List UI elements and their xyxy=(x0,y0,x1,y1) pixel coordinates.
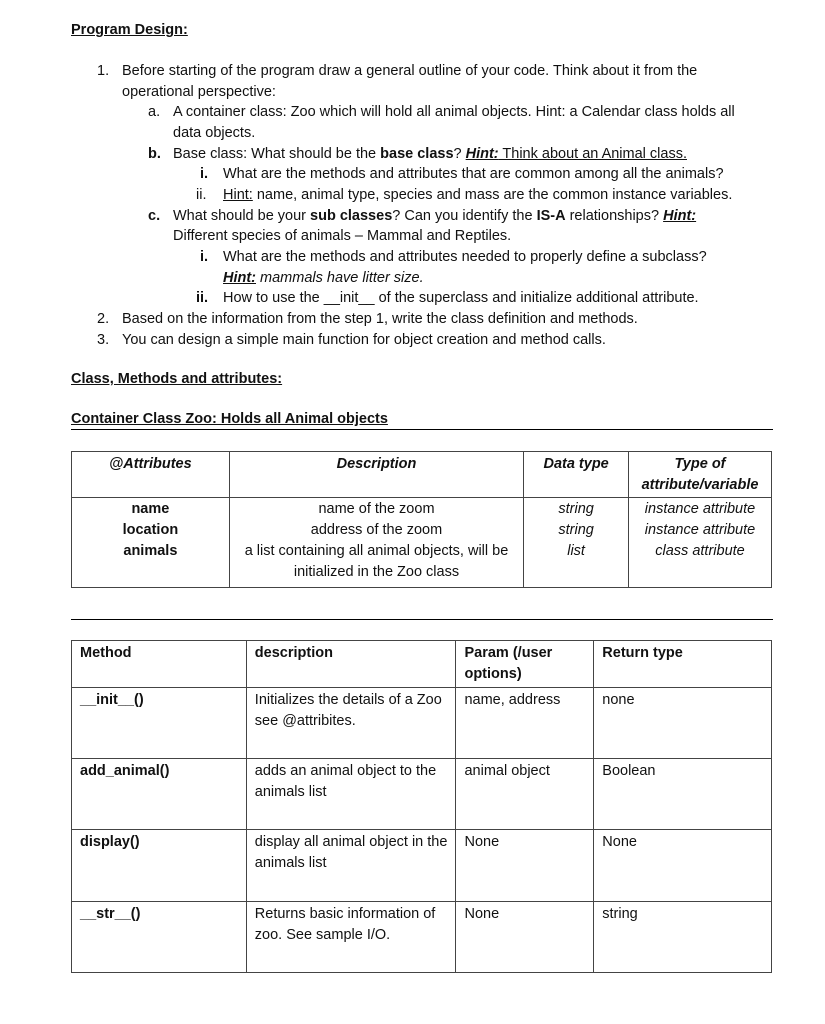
sub-item-c-i-marker: i. xyxy=(200,249,209,265)
attribute-kind: instance attribute xyxy=(629,498,772,521)
sub-item-b-i-text: What are the methods and attributes that are common among all the animals? xyxy=(223,166,724,182)
sub-item-a-marker: a. xyxy=(148,104,161,120)
table-row xyxy=(72,520,772,541)
table-row xyxy=(72,541,772,588)
attribute-type: string xyxy=(524,498,629,521)
sub-item-c-i-text: What are the methods and attributes needed to properly define a subclass? xyxy=(223,249,707,265)
attributes-header-row xyxy=(72,452,772,498)
item-2-text: Based on the information from the step 1, write the class definition and methods. xyxy=(122,311,638,327)
attributes-header-cell: Type of attribute/variable xyxy=(629,452,772,498)
attribute-description: a list containing all animal objects, will be initialized in the Zoo class xyxy=(229,541,523,588)
attribute-type: string xyxy=(524,520,629,541)
sub-item-b-marker: b. xyxy=(148,146,161,162)
table-row xyxy=(72,688,772,759)
sub-item-c-i-hint: Hint: mammals have litter size. xyxy=(223,270,424,286)
method-params: None xyxy=(456,902,594,973)
sub-item-b-text: Base class: What should be the base class? Hint: Think about an Animal class. xyxy=(173,146,687,162)
method-description: adds an animal object to the animals list xyxy=(246,759,456,830)
attributes-header-cell: Description xyxy=(229,452,523,498)
method-name: display() xyxy=(72,830,247,902)
attribute-name: animals xyxy=(72,541,230,588)
item-number-2: 2. xyxy=(97,311,110,327)
item-1-line-2: operational perspective: xyxy=(122,84,276,100)
sub-item-b-ii-marker: ii. xyxy=(196,187,207,203)
page-heading: Program Design: xyxy=(71,22,188,38)
sub-item-c-ii-marker: ii. xyxy=(196,290,209,306)
sub-item-c-line-2: Different species of animals – Mammal and Reptiles. xyxy=(173,228,512,244)
container-heading: Container Class Zoo: Holds all Animal objects xyxy=(71,411,388,427)
methods-header-cell: Return type xyxy=(594,641,772,688)
sub-item-a-line-1: A container class: Zoo which will hold all animal objects. Hint: a Calendar class holds all xyxy=(173,104,735,120)
item-number-1: 1. xyxy=(97,63,110,79)
method-description: Initializes the details of a Zoo see @attribites. xyxy=(246,688,456,759)
attribute-description: address of the zoom xyxy=(229,520,523,541)
methods-header-row xyxy=(72,641,772,688)
method-description: Returns basic information of zoo. See sample I/O. xyxy=(246,902,456,973)
attribute-type: list xyxy=(524,541,629,588)
attribute-name: location xyxy=(72,520,230,541)
section-heading: Class, Methods and attributes: xyxy=(71,371,283,387)
method-return: none xyxy=(594,688,772,759)
method-description: display all animal object in the animals list xyxy=(246,830,456,902)
methods-header-cell: Method xyxy=(72,641,247,688)
table-row xyxy=(72,759,772,830)
methods-header-cell: description xyxy=(246,641,456,688)
attribute-kind: class attribute xyxy=(629,541,772,588)
table-row xyxy=(72,498,772,521)
item-3-text: You can design a simple main function for object creation and method calls. xyxy=(122,332,606,348)
attributes-header-cell: Data type xyxy=(524,452,629,498)
table-row xyxy=(72,830,772,902)
method-params: None xyxy=(456,830,594,902)
method-params: animal object xyxy=(456,759,594,830)
attribute-description: name of the zoom xyxy=(229,498,523,521)
item-1-line-1: Before starting of the program draw a general outline of your code. Think about it from the xyxy=(122,63,698,79)
divider-line xyxy=(71,429,773,430)
attributes-table xyxy=(71,451,772,588)
sub-item-c-marker: c. xyxy=(148,208,161,224)
attributes-header-cell: @Attributes xyxy=(72,452,230,498)
sub-item-c-ii-text: How to use the __init__ of the superclass and initialize additional attribute. xyxy=(223,290,699,306)
method-name: __str__() xyxy=(72,902,247,973)
table-row xyxy=(72,902,772,973)
method-name: __init__() xyxy=(72,688,247,759)
method-params: name, address xyxy=(456,688,594,759)
method-return: Boolean xyxy=(594,759,772,830)
sub-item-c-line-1: What should be your sub classes? Can you identify the IS-A relationships? Hint: xyxy=(173,208,697,224)
methods-header-cell: Param (/user options) xyxy=(456,641,594,688)
sub-item-b-i-marker: i. xyxy=(200,166,209,182)
method-return: None xyxy=(594,830,772,902)
method-return: string xyxy=(594,902,772,973)
attribute-kind: instance attribute xyxy=(629,520,772,541)
sub-item-a-line-2: data objects. xyxy=(173,125,256,141)
attribute-name: name xyxy=(72,498,230,521)
methods-table xyxy=(71,640,772,973)
divider-line-2 xyxy=(71,619,773,620)
method-name: add_animal() xyxy=(72,759,247,830)
sub-item-b-ii-text: Hint: name, animal type, species and mass are the common instance variables. xyxy=(223,187,733,203)
item-number-3: 3. xyxy=(97,332,110,348)
